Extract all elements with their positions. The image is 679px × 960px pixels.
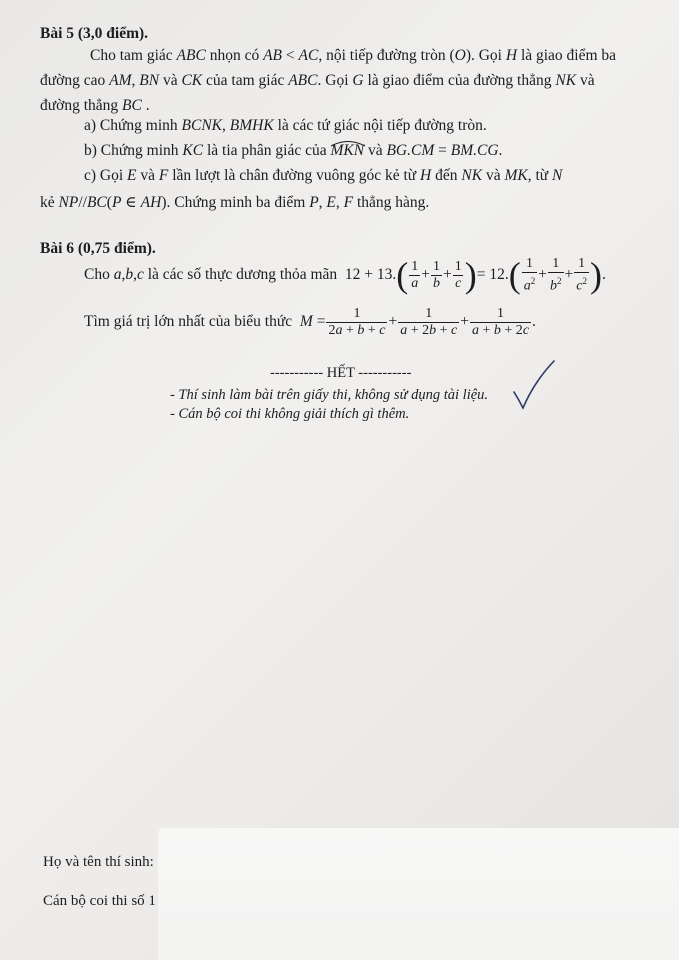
bai5-part-b: b) Chứng minh KC là tia phân giác của MKN và BG.CM = BM.CG. [84,141,502,161]
bai5-line2: đường cao AM, BN và CK của tam giác ABC. Gọi G là giao điểm của đường thẳng NK và [40,72,595,89]
bai6-given: Cho a,b,c là các số thực dương thỏa mãn 12 + 13. ( $\frac{1}{a}$ + $\frac{1}{b}$ + $\frac{1}{c}$ ) = 12. ( $\frac{1}{a^2}$ + $\frac{1}{b^2}$ + $\frac{1}{c^2}$ ) . [84,255,606,295]
redaction-overlay [158,828,679,960]
candidate-name-label: Họ và tên thí sinh: [43,854,154,870]
bai5-line3: đường thẳng BC . [40,97,150,114]
bai6-title: Bài 6 (0,75 điểm). [40,240,156,257]
bai5-part-c1: c) Gọi E và F lần lượt là chân đường vuông góc kẻ từ H đến NK và MK, từ N [84,167,563,184]
bai6-find: Tìm giá trị lớn nhất của biểu thức M = $\frac{1}{2a + b + c}$ + $\frac{1}{a + 2b + c}$ + $\frac{1}{a + b + 2c}$ . [84,305,536,338]
note-1: - Thí sinh làm bài trên giấy thi, không sử dụng tài liệu. [170,387,489,403]
arc-icon [330,139,366,147]
note-2: - Cán bộ coi thi không giải thích gì thêm. [170,406,410,422]
checkmark-icon [510,358,556,412]
bai5-part-a: a) Chứng minh BCNK, BMHK là các tứ giác nội tiếp đường tròn. [84,117,487,134]
end-marker: ----------- HẾT ----------- [270,365,412,381]
proctor-label: Cán bộ coi thi số 1 [43,893,156,909]
bai5-title: Bài 5 (3,0 điểm). [40,25,149,42]
bai5-line1: Cho tam giác ABC nhọn có AB < AC, nội tiếp đường tròn (O). Gọi H là giao điểm ba [90,47,617,64]
bai5-part-c2: kẻ NP//BC(P ∈ AH). Chứng minh ba điểm P, E, F thẳng hàng. [40,194,430,211]
